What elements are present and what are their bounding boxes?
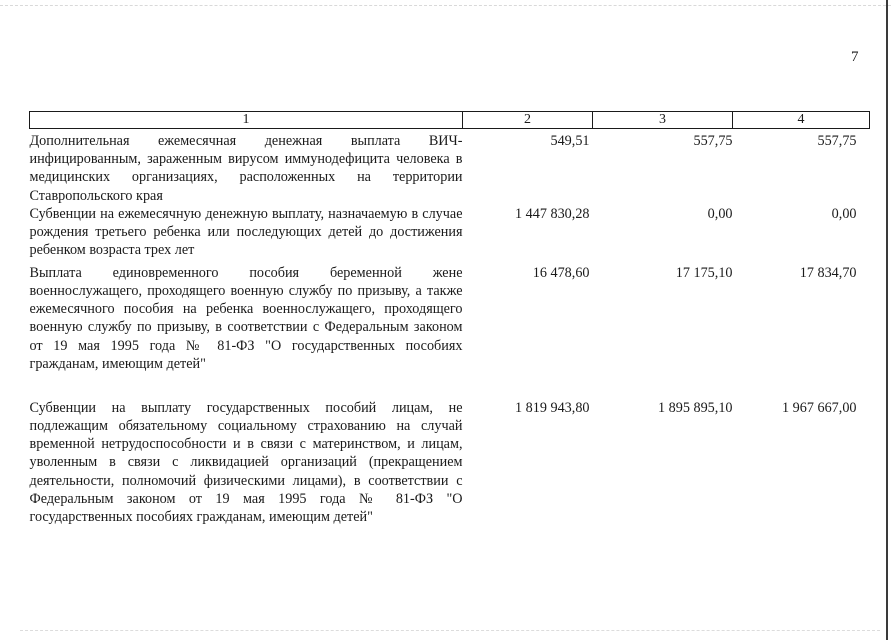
row-value-col2: 1 819 943,80	[515, 399, 590, 416]
row-value-col2: 549,51	[550, 133, 590, 149]
row-value-col3: 1 895 895,10	[658, 399, 733, 416]
row-description: Субвенции на выплату государственных пособий лицам, не подлежащим обязательному социальному страхованию на случай временной нетрудоспособности и в связи с материнством, и лицам, уволенным в связи с ликвидацией организаций (прекращением деятельности, полномочий физическими лицами), в соответствии с Федеральным законом от 19 мая 1995 года № 81-ФЗ "О государственных пособиях гражданам, имеющим детей"	[29, 399, 463, 526]
table-header-row	[30, 112, 870, 129]
row-value-col3: 557,75	[693, 133, 733, 149]
row-value-col2: 1 447 830,28	[515, 205, 590, 222]
row-value-col3: 17 175,10	[675, 264, 733, 281]
row-description: Субвенции на ежемесячную денежную выплату, назначаемую в случае рождения третьего ребенка или последующих детей до достижения ребенком возраста трех лет	[29, 205, 463, 259]
row-value-col3: 0,00	[707, 205, 733, 222]
column-header-1: 1	[30, 112, 463, 129]
scan-edge-bottom	[20, 630, 880, 631]
table-row	[30, 205, 870, 264]
page-number: 7	[851, 49, 859, 65]
column-header-3: 3	[593, 112, 733, 129]
column-header-2: 2	[463, 112, 593, 129]
row-description: Выплата единовременного пособия беременной жене военнослужащего, проходящего военную службу по призыву, а также ежемесячного пособия на ребенка военнослужащего, проходящего военную службу по призыву, в соответствии с Федеральным законом от 19 мая 1995 года № 81-ФЗ "О государственных пособиях гражданам, имеющим детей"	[29, 264, 463, 372]
table-row	[30, 129, 870, 205]
row-value-col4: 557,75	[817, 133, 857, 149]
row-description: Дополнительная ежемесячная денежная выплата ВИЧ-инфицированным, зараженным вирусом иммунодефицита человека в медицинских организациях, расположенных на территории Ставропольского края	[29, 133, 463, 204]
column-header-4: 4	[733, 112, 870, 129]
row-value-col4: 0,00	[831, 205, 857, 222]
scan-edge-right	[886, 0, 888, 640]
row-value-col4: 1 967 667,00	[782, 399, 857, 416]
row-value-col2: 16 478,60	[532, 264, 590, 281]
row-value-col4: 17 834,70	[799, 264, 857, 281]
budget-table	[29, 111, 870, 526]
table-row	[30, 399, 870, 526]
scan-edge-top	[0, 5, 891, 6]
table-row	[30, 264, 870, 399]
